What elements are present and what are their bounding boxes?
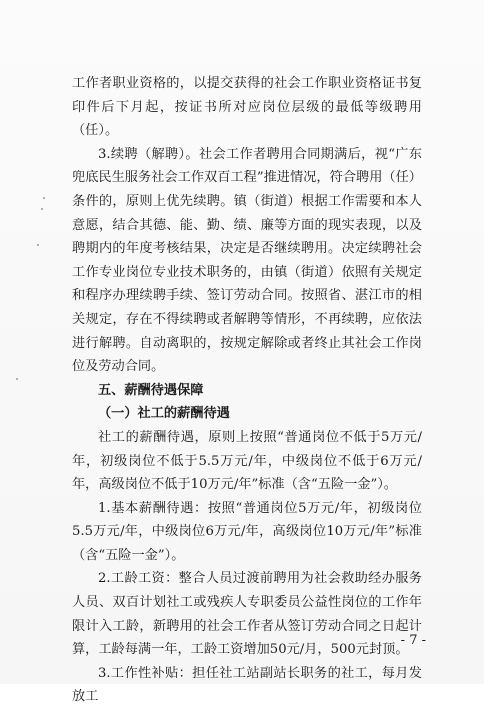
scan-speck bbox=[37, 244, 39, 246]
document-body bbox=[72, 72, 422, 709]
scan-speck bbox=[43, 197, 45, 199]
scan-speck bbox=[16, 378, 18, 380]
paragraph-seniority-pay: 2.工龄工资：整合人员过渡前聘用为社会救助经办服务人员、双百计划社工或残疾人专职委员公益性岗位的工作年限计入工龄，新聘用的社会工作者从签订劳动合同之日起计算，工龄每满一年，工龄工资增加50元/月，500元封顶。 bbox=[72, 571, 422, 658]
scan-speck bbox=[41, 208, 43, 210]
page-number: - 7 - bbox=[400, 633, 426, 648]
paragraph-renewal: 3.续聘（解聘）。社会工作者聘用合同期满后，视“广东兜底民生服务社会工作双百工程”推进情况，符合聘用（任）条件的，原则上优先续聘。镇（街道）根据工作需要和本人意愿，结合其德、能、勤、绩、廉等方面的现实表现，以及聘期内的年度考核结果，决定是否继续聘用。决定续聘社会工作专业岗位专业技术职务的，由镇（街道）依照有关规定和程序办理续聘手续、签订劳动合同。按照省、湛江市的相关规定，存在不得续聘或者解聘等情形，不再续聘，应依法进行解聘。自动离职的，按规定解除或者终止其社会工作岗位及劳动合同。 bbox=[72, 146, 422, 375]
section-heading: 五、薪酬待遇保障 bbox=[98, 382, 204, 398]
paragraph-basic-salary: 1.基本薪酬待遇：按照“普通岗位5万元/年，初级岗位5.5万元/年，中级岗位6万元/年，高级岗位10万元/年”标准（含“五险一金”）。 bbox=[72, 500, 422, 563]
paragraph-salary-principle: 社工的薪酬待遇，原则上按照“普通岗位不低于5万元/年，初级岗位不低于5.5万元/年，中级岗位不低于6万元/年，高级岗位不低于10万元/年”标准（含“五险一金”）。 bbox=[72, 429, 422, 493]
paragraph-continuation: 工作者职业资格的，以提交获得的社会工作职业资格证书复印件后下月起，按证书所对应岗位层级的最低等级聘用（任）。 bbox=[72, 76, 422, 139]
subsection-heading: （一）社工的薪酬待遇 bbox=[98, 406, 230, 422]
paragraph-work-allowance: 3.工作性补贴：担任社工站副站长职务的社工，每月发放工 bbox=[72, 665, 422, 705]
